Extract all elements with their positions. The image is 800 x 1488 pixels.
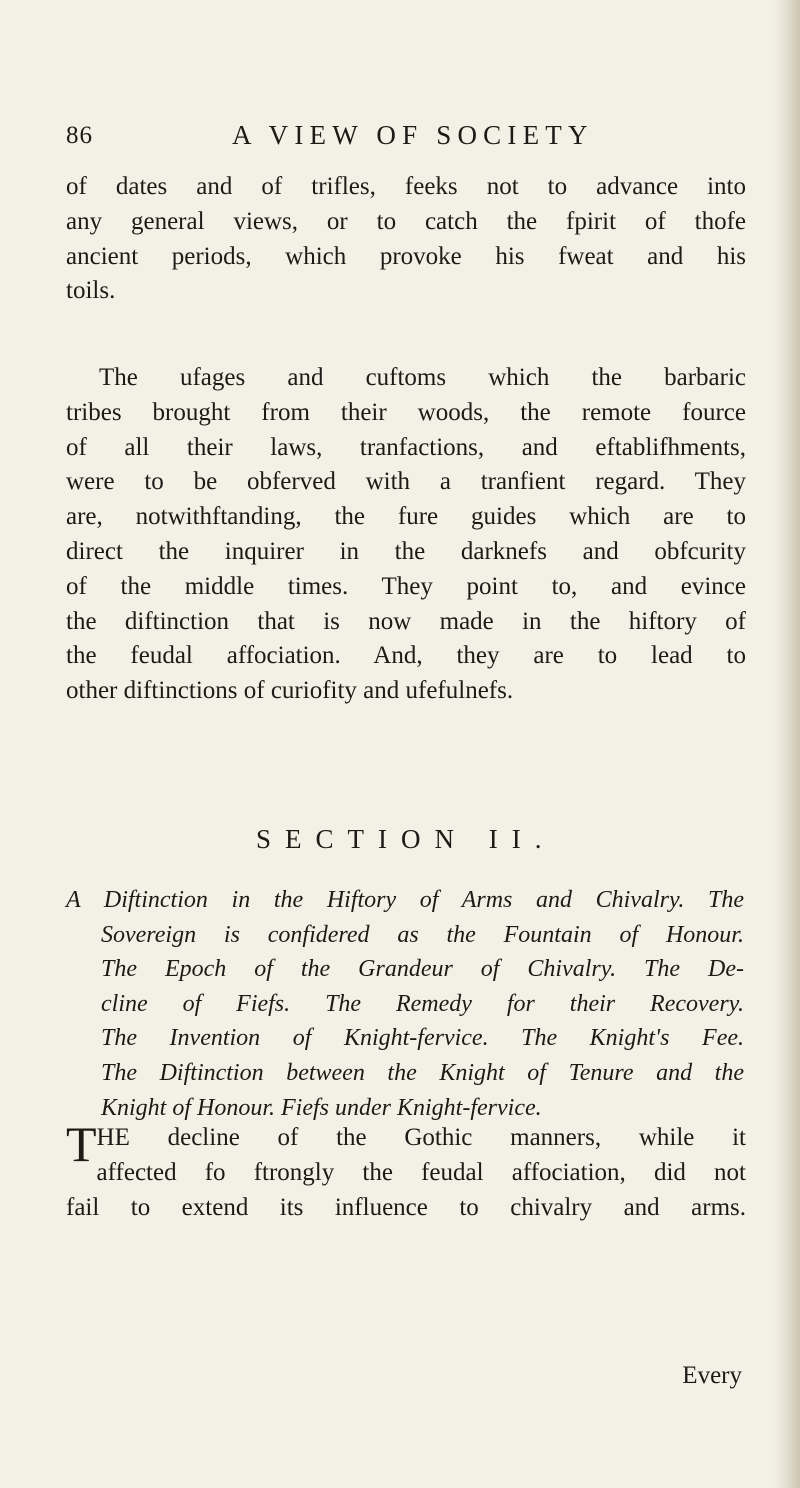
- text-line: tribes brought from their woods, the remote fource: [66, 398, 746, 426]
- page-number: 86: [66, 122, 93, 149]
- text-line: ancient periods, which provoke his fweat and his: [66, 242, 746, 270]
- section-heading: SECTION II.: [256, 824, 556, 854]
- text-line: the feudal affociation. And, they are to lead to: [66, 642, 746, 670]
- text-line: affected fo ftrongly the feudal affociation, did not: [96, 1159, 746, 1186]
- summary-line: The Epoch of the Grandeur of Chivalry. The De-: [101, 956, 744, 983]
- running-head-title: A VIEW OF SOCIETY: [232, 120, 594, 150]
- paragraph-opening: [66, 1116, 746, 1225]
- running-head: [66, 122, 666, 162]
- section-summary: [66, 883, 744, 1125]
- summary-line: A Diftinction in the Hiftory of Arms and Chivalry. The: [66, 887, 744, 913]
- summary-line: The Invention of Knight-fervice. The Knight's Fee.: [101, 1025, 744, 1052]
- paragraph-continuation: [66, 170, 746, 309]
- text-line: of dates and of trifles, feeks not to advance into: [66, 173, 746, 200]
- text-line: of all their laws, tranfactions, and eftablifhments,: [66, 433, 746, 461]
- text-line: direct the inquirer in the darknefs and obfcurity: [66, 537, 746, 565]
- text-line: fail to extend its influence to chivalry and arms.: [66, 1194, 746, 1221]
- summary-line: The Diftinction between the Knight of Tenure and the: [101, 1059, 744, 1086]
- summary-line: Knight of Honour. Fiefs under Knight-fervice.: [101, 1094, 542, 1121]
- text-line: any general views, or to catch the fpirit of thofe: [66, 207, 746, 235]
- text-line: toils.: [66, 277, 116, 305]
- text-line: are, notwithftanding, the fure guides which are to: [66, 503, 746, 531]
- text-line: The ufages and cuftoms which the barbaric: [99, 364, 746, 391]
- paragraph-customs: [66, 361, 746, 709]
- page-edge-shadow: [774, 0, 800, 1488]
- summary-line: cline of Fiefs. The Remedy for their Recovery.: [101, 990, 744, 1017]
- catchword: Every: [682, 1362, 742, 1389]
- text-line: HE decline of the Gothic manners, while it: [96, 1124, 746, 1151]
- text-line: were to be obferved with a tranfient regard. They: [66, 468, 746, 496]
- text-line: the diftinction that is now made in the hiftory of: [66, 607, 746, 635]
- text-line: of the middle times. They point to, and evince: [66, 572, 746, 600]
- summary-line: Sovereign is confidered as the Fountain of Honour.: [101, 921, 744, 948]
- text-line: other diftinctions of curiofity and ufefulnefs.: [66, 677, 514, 705]
- drop-cap: T: [66, 1116, 97, 1172]
